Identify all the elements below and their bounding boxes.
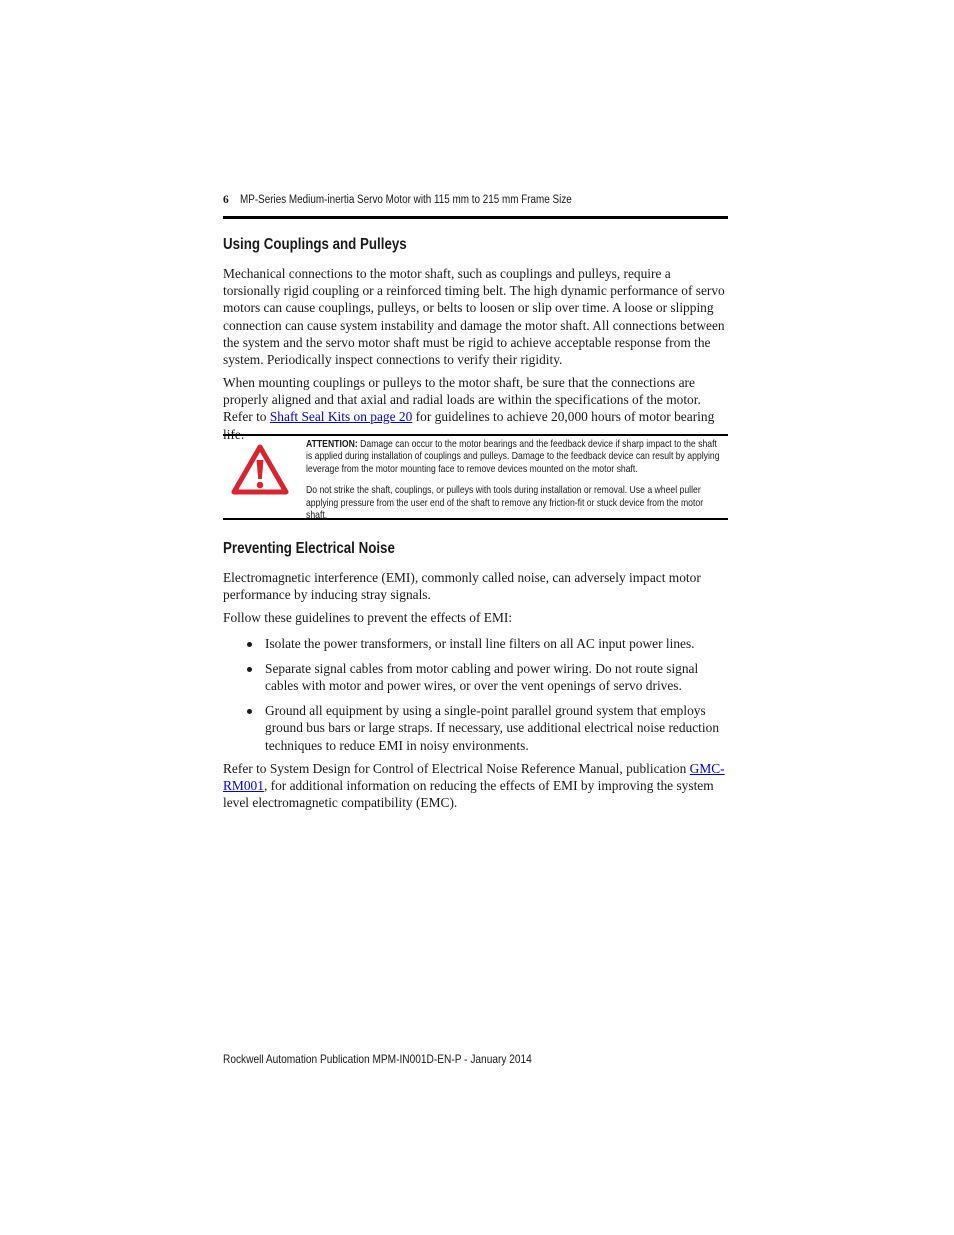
paragraph-text: , for additional information on reducing the effects of EMI by improving the system level electromagnetic compatibility (EMC).: [223, 778, 714, 811]
paragraph-noise-2: Follow these guidelines to prevent the effects of EMI:: [223, 610, 513, 625]
page-header: [223, 192, 728, 219]
warning-triangle-icon: [231, 444, 289, 501]
bullet-icon: [247, 709, 252, 714]
gmc-rm001-link[interactable]: GMC-RM001: [223, 761, 725, 794]
emi-guidelines-list: [223, 635, 728, 762]
attention-box: [223, 434, 728, 520]
attention-paragraph-1: [306, 439, 723, 476]
page-number: 6: [223, 194, 229, 206]
section-heading-couplings: Using Couplings and Pulleys: [223, 236, 407, 253]
attention-text: [306, 439, 723, 531]
paragraph-text: for guidelines to achieve 20,000 hours of motor bearing life.: [223, 409, 715, 442]
list-item-text: Isolate the power transformers, or install line filters on all AC input power lines.: [265, 636, 695, 651]
shaft-seal-kits-link[interactable]: Shaft Seal Kits on page 20: [269, 409, 413, 425]
list-item: [223, 660, 728, 695]
paragraph-couplings-2: [223, 374, 728, 443]
attention-label: ATTENTION:: [306, 439, 358, 450]
bullet-icon: [247, 667, 252, 672]
paragraph-text: When mounting couplings or pulleys to the motor shaft, be sure that the connections are properly aligned and that axial and radial loads are within the specifications of the motor. Refer to: [223, 375, 701, 425]
list-item-text: Separate signal cables from motor cabling and power wiring. Do not route signal cables with motor and power wires, or over the vent openings of servo drives.: [265, 660, 699, 694]
list-item-text: Ground all equipment by using a single-point parallel ground system that employs ground bus bars or large straps. If necessary, use additional electrical noise reduction techniques to reduce EMI in noisy environments.: [265, 702, 720, 753]
list-item: [223, 702, 728, 755]
paragraph-noise-3: [223, 760, 728, 812]
section-heading-noise: Preventing Electrical Noise: [223, 540, 395, 557]
page-footer: Rockwell Automation Publication MPM-IN001D-EN-P - January 2014: [223, 1052, 532, 1066]
attention-text-1: Damage can occur to the motor bearings and the feedback device if sharp impact to the shaft is applied during installation of couplings and pulleys. Damage to the feedback device can result by applying leverage from the motor mounting face to remove devices mounted on the motor shaft.: [306, 439, 720, 475]
paragraph-noise-1: Electromagnetic interference (EMI), commonly called noise, can adversely impact motor performance by inducing stray signals.: [223, 570, 701, 603]
paragraph-text: Refer to System Design for Control of Electrical Noise Reference Manual, publication: [223, 761, 690, 776]
paragraph-couplings-1: Mechanical connections to the motor shaft, such as couplings and pulleys, require a torsionally rigid coupling or a reinforced timing belt. The high dynamic performance of servo motors can cause couplings, pulleys, or belts to loosen or slip over time. A loose or slipping connection can cause system instability and damage the motor shaft. All connections between the system and the servo motor shaft must be rigid to achieve acceptable response from the system. Periodically inspect connections to verify their rigidity.: [223, 266, 725, 368]
list-item: [223, 635, 728, 653]
running-title: MP-Series Medium-inertia Servo Motor with 115 mm to 215 mm Frame Size: [240, 194, 572, 206]
bullet-icon: [247, 642, 252, 647]
attention-paragraph-2: Do not strike the shaft, couplings, or pulleys with tools during installation or removal. Use a wheel puller applying pressure from the user end of the shaft to remove any friction-fit or stuck device from the motor shaft.: [306, 485, 704, 522]
